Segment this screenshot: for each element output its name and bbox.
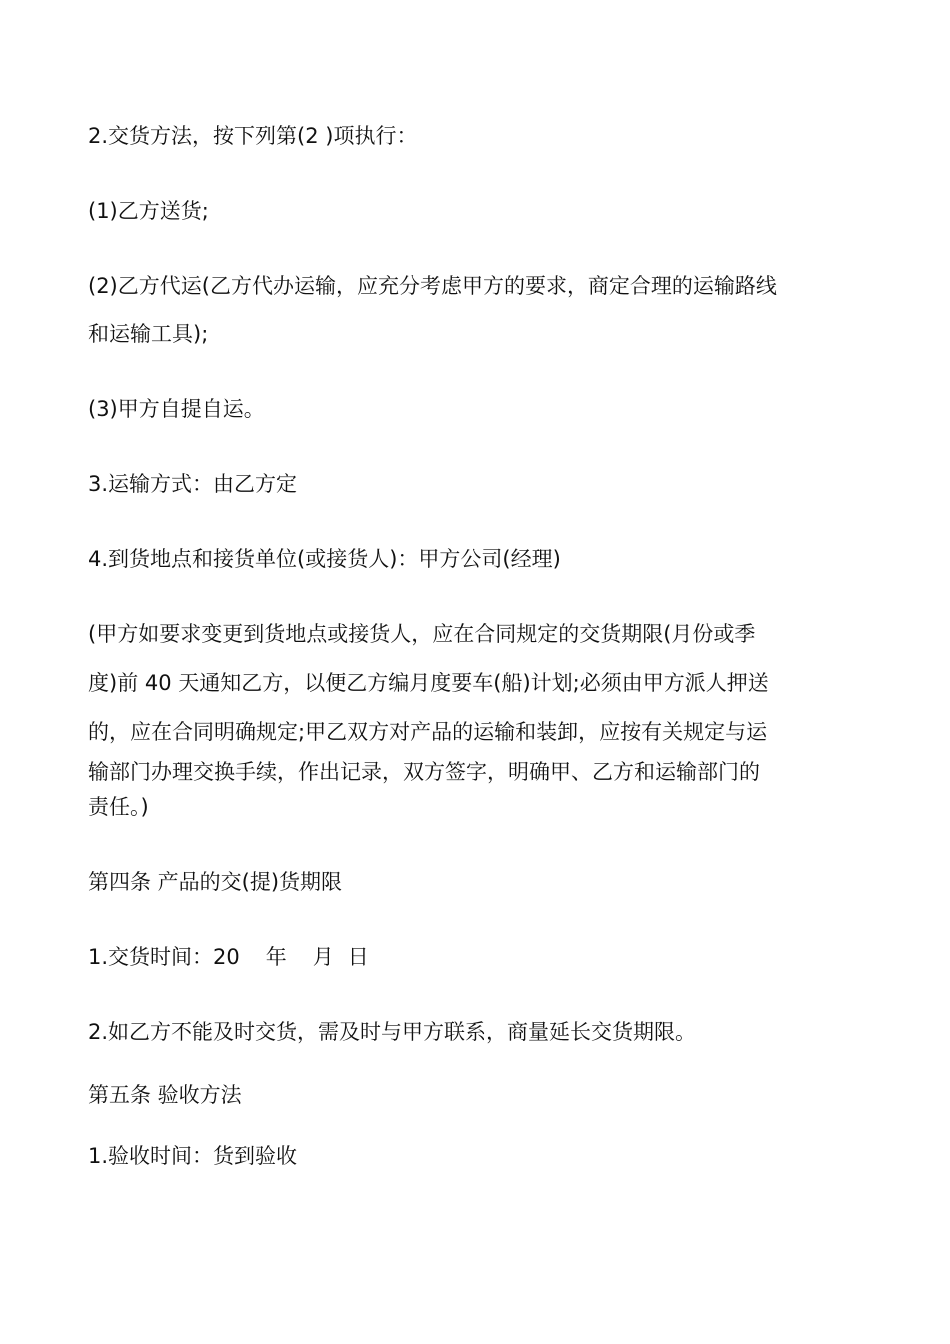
paragraph-inspection-time: 1.验收时间：货到验收 bbox=[88, 1144, 298, 1168]
delivery-time-label: 1.交货时间：20 bbox=[88, 945, 240, 969]
delivery-time-year: 年 bbox=[265, 945, 287, 969]
paragraph-delivery-location: 4.到货地点和接货单位(或接货人)：甲方公司(经理) bbox=[88, 547, 561, 571]
option-2-seller-ships: (2)乙方代运(乙方代办运输，应充分考虑甲方的要求，商定合理的运输路线 bbox=[88, 274, 777, 298]
note-line-3: 的，应在合同明确规定;甲乙双方对产品的运输和装卸，应按有关规定与运 bbox=[88, 720, 768, 744]
option-3-buyer-pickup: (3)甲方自提自运。 bbox=[88, 397, 265, 421]
heading-article-5: 第五条 验收方法 bbox=[88, 1083, 242, 1107]
heading-article-4: 第四条 产品的交(提)货期限 bbox=[88, 870, 343, 894]
option-1-seller-delivers: (1)乙方送货; bbox=[88, 199, 209, 223]
paragraph-transport-method: 3.运输方式：由乙方定 bbox=[88, 472, 298, 496]
paragraph-delivery-time bbox=[88, 942, 878, 972]
paragraph-late-delivery: 2.如乙方不能及时交货，需及时与甲方联系，商量延长交货期限。 bbox=[88, 1020, 697, 1044]
note-line-1: (甲方如要求变更到货地点或接货人，应在合同规定的交货期限(月份或季 bbox=[88, 622, 756, 646]
note-line-5: 责任。) bbox=[88, 795, 149, 819]
option-2-continued: 和运输工具); bbox=[88, 322, 209, 346]
delivery-time-month: 月 bbox=[312, 945, 334, 969]
delivery-time-day: 日 bbox=[347, 945, 369, 969]
note-line-4: 输部门办理交换手续，作出记录，双方签字，明确甲、乙方和运输部门的 bbox=[88, 760, 760, 784]
note-line-2: 度)前 40 天通知乙方，以便乙方编月度要车(船)计划;必须由甲方派人押送 bbox=[88, 671, 769, 695]
paragraph-delivery-method: 2.交货方法，按下列第(2 )项执行： bbox=[88, 124, 418, 148]
